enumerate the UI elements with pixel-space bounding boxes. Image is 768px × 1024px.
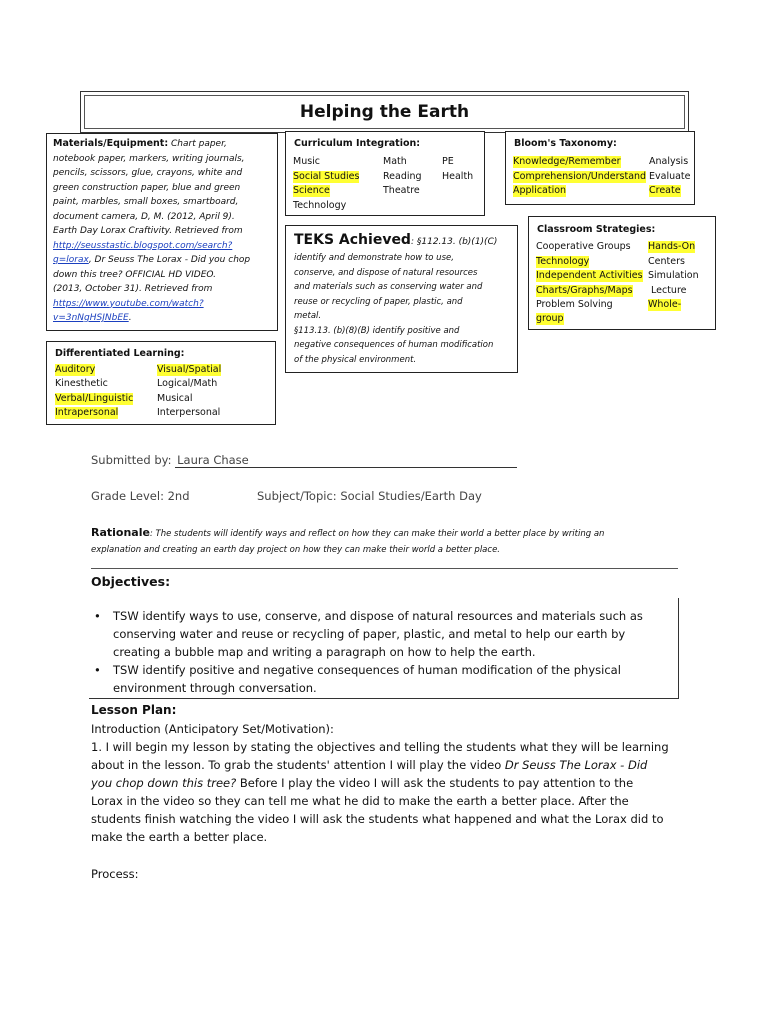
submitted-row [91, 453, 517, 468]
curriculum-box [285, 131, 485, 216]
materials-end: . [128, 313, 132, 323]
lesson-top-rule [89, 698, 679, 699]
rationale [91, 525, 691, 558]
page-title: Helping the Earth [84, 95, 685, 129]
differentiated-item: Auditory [55, 364, 96, 375]
teks-code: : §112.13. (b)(1)(C) [410, 237, 498, 247]
lesson-video-title: Dr Seuss The Lorax - Did [504, 758, 648, 772]
materials-line: (2013, October 31). Retrieved from [53, 284, 213, 294]
lesson-line: students finish watching the video I will ask the students what happened and what the Lorax did to [91, 812, 664, 826]
blooms-heading: Bloom's Taxonomy: [514, 138, 617, 149]
materials-box [46, 133, 278, 331]
strategies-item: Simulation [648, 270, 699, 281]
lesson-intro: Introduction (Anticipatory Set/Motivation): [91, 722, 334, 736]
curriculum-item: Health [442, 171, 474, 182]
materials-line: document camera, D, M. (2012, April 9). [53, 211, 235, 222]
lesson-side-rule [678, 598, 679, 698]
bullet-dot: • [94, 663, 101, 677]
strategies-item: Hands-On [648, 241, 696, 252]
materials-line: Chart paper, [171, 139, 227, 149]
bullet-dot: • [94, 609, 101, 623]
objective-line: creating a bubble map and writing a paragraph on how to help the earth. [113, 645, 536, 659]
objective-1 [113, 607, 693, 661]
teks-line: of the physical environment. [294, 354, 417, 365]
teks-heading: TEKS Achieved [294, 232, 411, 248]
differentiated-item: Intrapersonal [55, 407, 119, 418]
materials-text [53, 137, 271, 326]
curriculum-item: PE [442, 156, 454, 167]
lesson-heading: Lesson Plan: [91, 703, 177, 717]
materials-heading: Materials/Equipment: [53, 138, 169, 149]
grade-label: Grade Level: [91, 489, 164, 503]
curriculum-item: Music [293, 156, 321, 167]
curriculum-heading: Curriculum Integration: [294, 138, 421, 149]
differentiated-heading: Differentiated Learning: [55, 348, 185, 359]
materials-line: down this tree? OFFICIAL HD VIDEO. [53, 269, 216, 280]
seusstastic-link[interactable]: http://seusstastic.blogspot.com/search? [53, 240, 233, 251]
objective-line: TSW identify ways to use, conserve, and dispose of natural resources and materials such as [113, 609, 643, 623]
differentiated-item: Musical [157, 393, 193, 404]
curriculum-item: Social Studies [293, 171, 360, 182]
teks-line: and materials such as conserving water and [294, 282, 483, 292]
strategies-item: group [536, 313, 564, 324]
title-box [80, 91, 689, 133]
lesson-line: Before I play the video I will ask the students to pay attention to the [236, 776, 634, 790]
rationale-line: : The students will identify ways and reflect on how they can make their world a better place by writing an [149, 529, 605, 539]
materials-line: notebook paper, markers, writing journals, [53, 153, 245, 164]
teks-line: negative consequences of human modification [294, 340, 494, 350]
rationale-line: explanation and creating an earth day project on how they can make their world a better place. [91, 545, 501, 555]
strategies-heading: Classroom Strategies: [537, 224, 656, 235]
materials-line: green construction paper, blue and green [53, 182, 241, 193]
submitted-label: Submitted by: [91, 453, 172, 467]
teks-line: reuse or recycling of paper, plastic, and [294, 296, 463, 307]
curriculum-item: Science [293, 185, 330, 196]
differentiated-box [46, 341, 276, 425]
differentiated-item: Interpersonal [157, 407, 221, 418]
curriculum-item: Reading [383, 171, 422, 182]
objective-line: environment through conversation. [113, 681, 317, 695]
strategies-item: Whole- [648, 299, 682, 310]
differentiated-item: Visual/Spatial [157, 364, 222, 375]
blooms-item: Create [649, 185, 681, 196]
curriculum-item: Theatre [383, 185, 420, 196]
differentiated-item: Kinesthetic [55, 378, 108, 389]
blooms-item: Evaluate [649, 171, 691, 182]
rationale-label: Rationale [91, 526, 150, 539]
strategies-item: Lecture [651, 285, 687, 296]
grade-row [91, 489, 190, 503]
strategies-item: Charts/Graphs/Maps [536, 285, 633, 296]
youtube-link[interactable]: https://www.youtube.com/watch? [53, 298, 204, 309]
objective-line: TSW identify positive and negative consequences of human modification of the physical [113, 663, 621, 677]
divider [91, 568, 678, 569]
blooms-item: Knowledge/Remember [513, 156, 621, 167]
materials-line: paint, marbles, small boxes, smartboard, [53, 197, 239, 207]
materials-line: , Dr Seuss The Lorax - Did you chop [88, 255, 251, 265]
strategies-item: Centers [648, 256, 685, 267]
strategies-item: Cooperative Groups [536, 241, 631, 252]
teks-box [285, 225, 518, 373]
youtube-link[interactable]: v=3nNgHSJNbEE [53, 313, 129, 323]
teks-line: §113.13. (b)(8)(B) identify positive and [294, 325, 460, 336]
strategies-item: Technology [536, 256, 590, 267]
grade-value: 2nd [167, 489, 190, 503]
curriculum-item: Math [383, 156, 407, 167]
materials-line: pencils, scissors, glue, crayons, white and [53, 168, 243, 178]
strategies-item: Independent Activities [536, 270, 643, 281]
submitted-name: Laura Chase [175, 453, 517, 468]
curriculum-item: Technology [293, 200, 347, 211]
objective-line: conserving water and reuse or recycling of paper, plastic, and metal to help our earth by [113, 627, 626, 641]
process-label: Process: [91, 867, 139, 881]
seusstastic-link[interactable]: q=lorax [53, 255, 89, 265]
subject-row [257, 489, 482, 503]
teks-line: metal. [294, 311, 322, 321]
objective-2 [113, 661, 693, 697]
blooms-item: Comprehension/Understand [513, 171, 647, 182]
blooms-box [505, 131, 695, 205]
lesson-line: about in the lesson. To grab the students' attention I will play the video [91, 758, 502, 772]
lesson-line: Lorax in the video so they can tell me what he did to make the earth a better place. After the [91, 794, 629, 808]
lesson-line: make the earth a better place. [91, 830, 268, 844]
blooms-item: Application [513, 185, 567, 196]
teks-line: conserve, and dispose of natural resources [294, 267, 478, 278]
strategies-box [528, 216, 716, 330]
differentiated-item: Verbal/Linguistic [55, 393, 134, 404]
subject-value: Social Studies/Earth Day [340, 489, 482, 503]
strategies-item: Problem Solving [536, 299, 613, 310]
differentiated-item: Logical/Math [157, 378, 218, 389]
blooms-item: Analysis [649, 156, 689, 167]
lesson-line: 1. I will begin my lesson by stating the objectives and telling the students what they will be learning [91, 740, 669, 754]
objectives-heading: Objectives: [91, 574, 171, 589]
subject-label: Subject/Topic: [257, 489, 337, 503]
materials-line: Earth Day Lorax Craftivity. Retrieved from [53, 226, 243, 236]
lesson-video-title: you chop down this tree? [91, 776, 237, 790]
teks-line: identify and demonstrate how to use, [294, 253, 454, 263]
lesson-body [91, 720, 691, 846]
